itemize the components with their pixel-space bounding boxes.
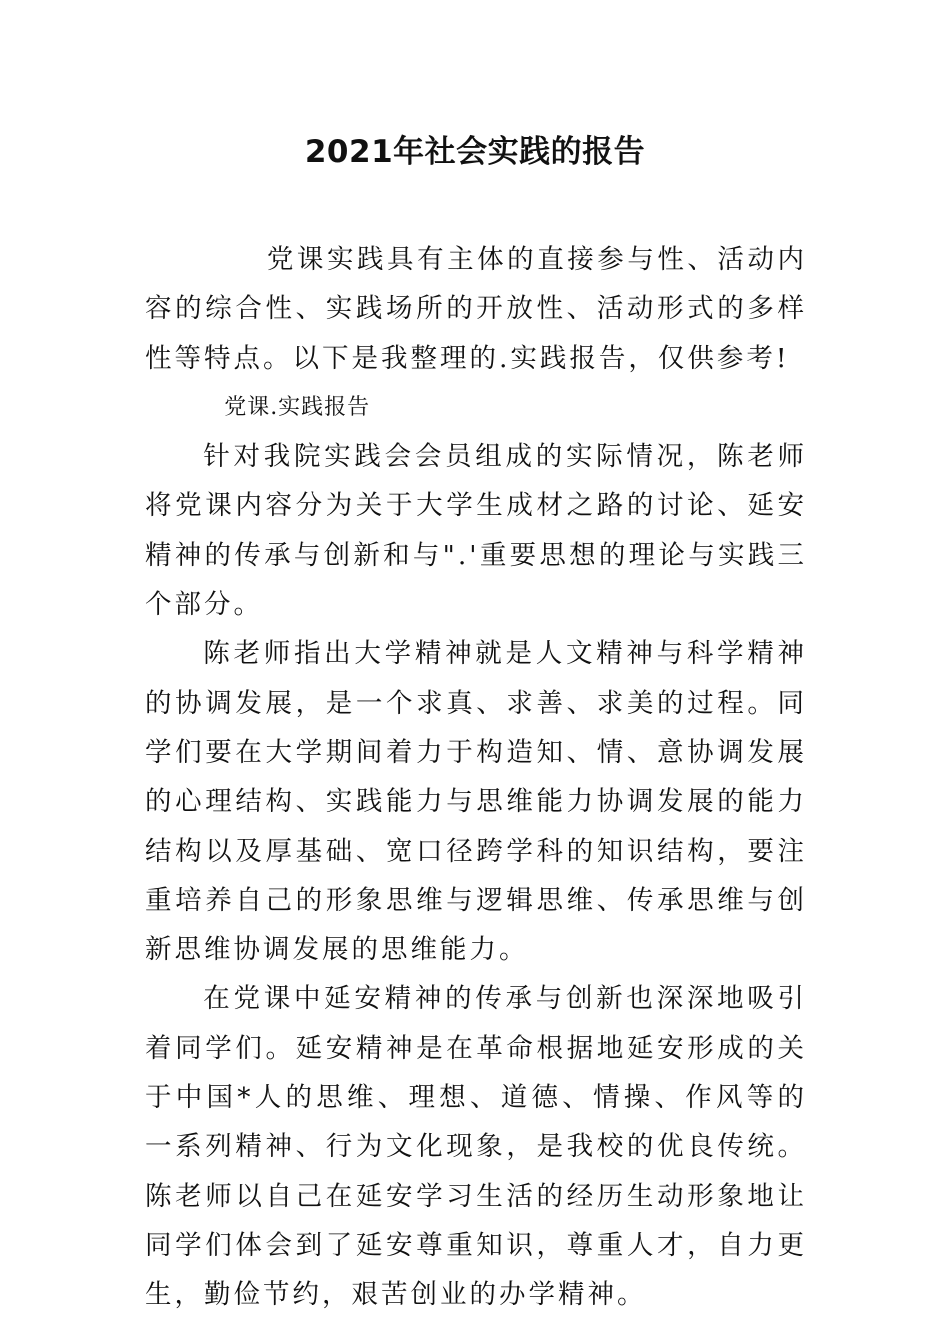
body-paragraph-1: 针对我院实践会会员组成的实际情况，陈老师将党课内容分为关于大学生成材之路的讨论、延安精神的传承与创新和与".'重要思想的理论与实践三个部分。 <box>145 441 807 621</box>
body-paragraph-3: 在党课中延安精神的传承与创新也深深地吸引着同学们。延安精神是在革命根据地延安形成的关于中国*人的思维、理想、道德、情操、作风等的一系列精神、行为文化现象，是我校的优良传统。陈老师以自己在延安学习生活的经历生动形象地让同学们体会到了延安尊重知识，尊重人才，自力更生，勤俭节约，艰苦创业的办学精神。 <box>145 983 807 1311</box>
section-subheading: 党课.实践报告 <box>224 394 371 420</box>
body-paragraph-2: 陈老师指出大学精神就是人文精神与科学精神的协调发展，是一个求真、求善、求美的过程。同学们要在大学期间着力于构造知、情、意协调发展的心理结构、实践能力与思维能力协调发展的能力结构以及厚基础、宽口径跨学科的知识结构，要注重培养自己的形象思维与逻辑思维、传承思维与创新思维协调发展的思维能力。 <box>145 638 807 966</box>
document-body <box>145 235 807 1320</box>
intro-paragraph: 党课实践具有主体的直接参与性、活动内容的综合性、实践场所的开放性、活动形式的多样性等特点。以下是我整理的.实践报告，仅供参考! <box>145 244 807 374</box>
document-title: 2021年社会实践的报告 <box>304 134 646 170</box>
